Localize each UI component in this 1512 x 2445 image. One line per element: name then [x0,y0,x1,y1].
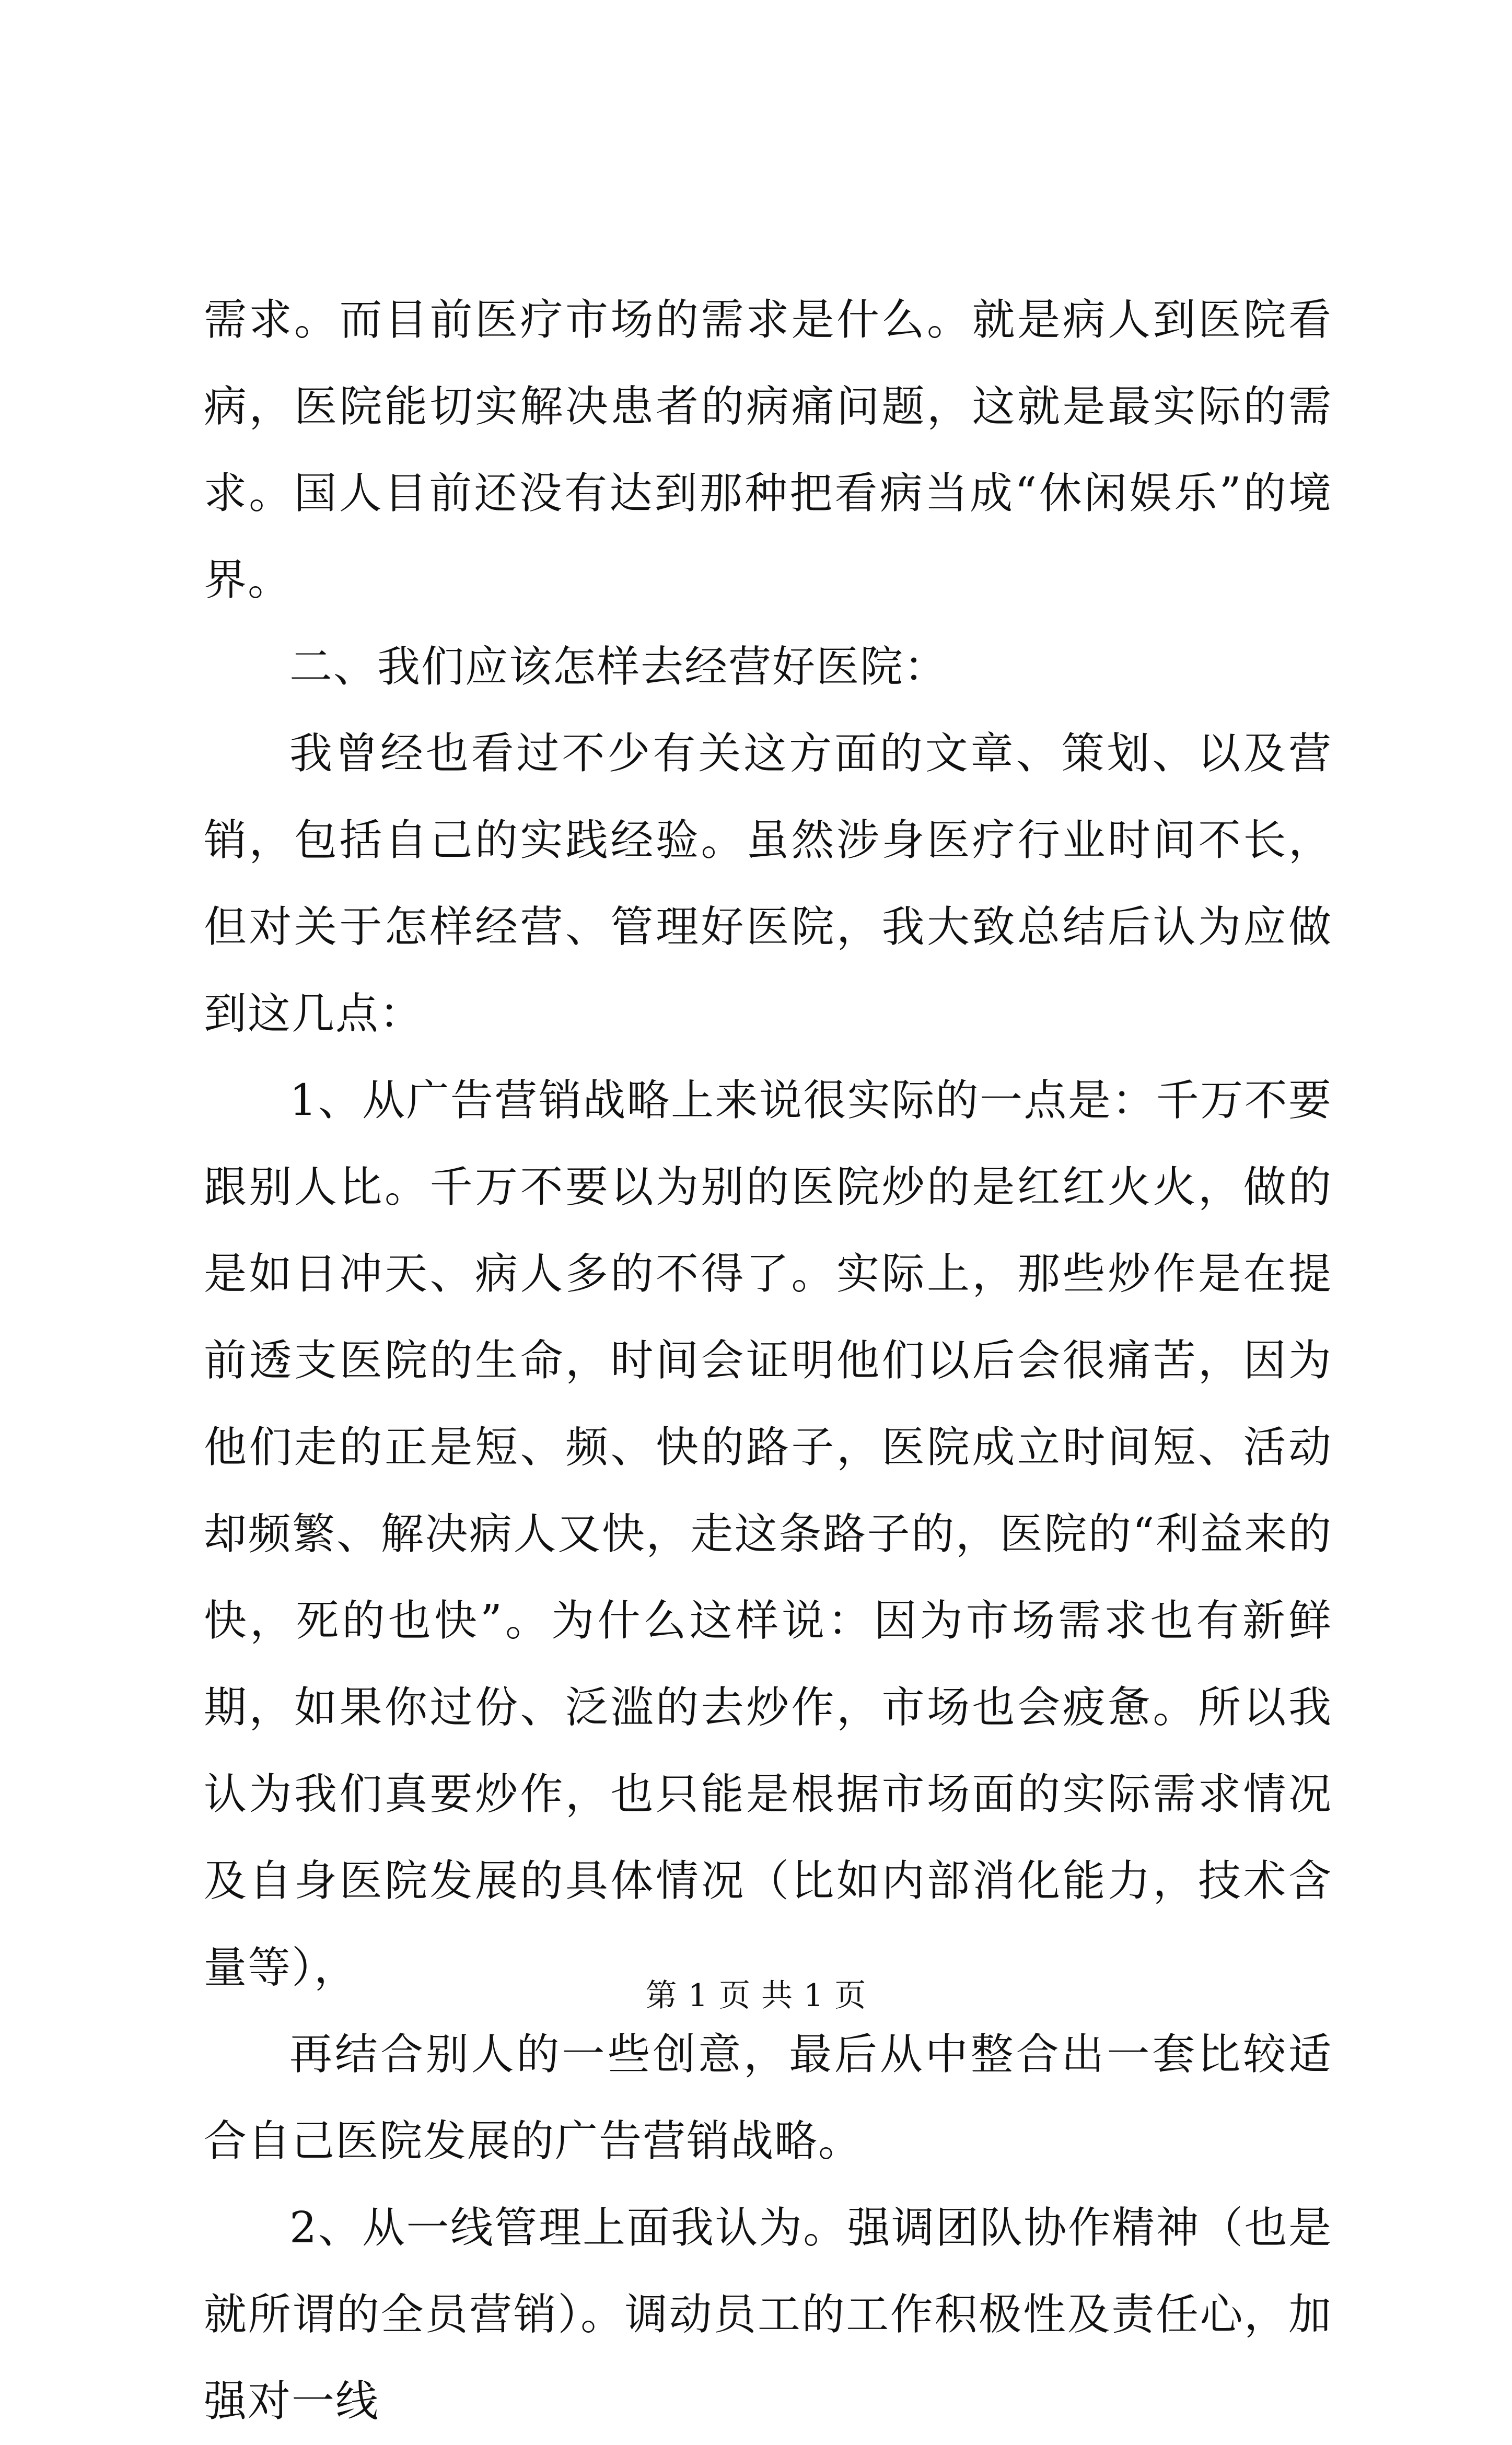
document-body [204,277,1332,2445]
paragraph-1: 需求。而目前医疗市场的需求是什么。就是病人到医院看病，医院能切实解决患者的病痛问题，这就是最实际的需求。国人目前还没有达到那种把看病当成“休闲娱乐”的境界。 [204,295,1332,605]
paragraph-3: 我曾经也看过不少有关这方面的文章、策划、以及营销，包括自己的实践经验。虽然涉身医疗行业时间不长，但对关于怎样经营、管理好医院，我大致总结后认为应做到这几点： [204,729,1332,1039]
paragraph-2: 二、我们应该怎样去经营好医院： [289,642,948,692]
paragraph-5: 再结合别人的一些创意，最后从中整合出一套比较适合自己医院发展的广告营销战略。 [204,2030,1332,2166]
paragraph-6: 2、从一线管理上面我认为。强调团队协作精神（也是就所谓的全员营销）。调动员工的工作积极性及责任心，加强对一线 [204,2203,1332,2426]
page-footer [0,1975,1512,2017]
paragraph-4: 1、从广告营销战略上来说很实际的一点是：千万不要跟别人比。千万不要以为别的医院炒的是红红火火，做的是如日冲天、病人多的不得了。实际上，那些炒作是在提前透支医院的生命，时间会证明他们以后会很痛苦，因为他们走的正是短、频、快的路子，医院成立时间短、活动却频繁、解决病人又快，走这条路子的，医院的“利益来的快，死的也快”。为什么这样说：因为市场需求也有新鲜期，如果你过份、泛滥的去炒作，市场也会疲惫。所以我认为我们真要炒作，也只能是根据市场面的实际需求情况及自身医院发展的具体情况（比如内部消化能力，技术含量等）， [204,1076,1332,1993]
page-number-label: 第 1 页 共 1 页 [645,1977,867,2014]
